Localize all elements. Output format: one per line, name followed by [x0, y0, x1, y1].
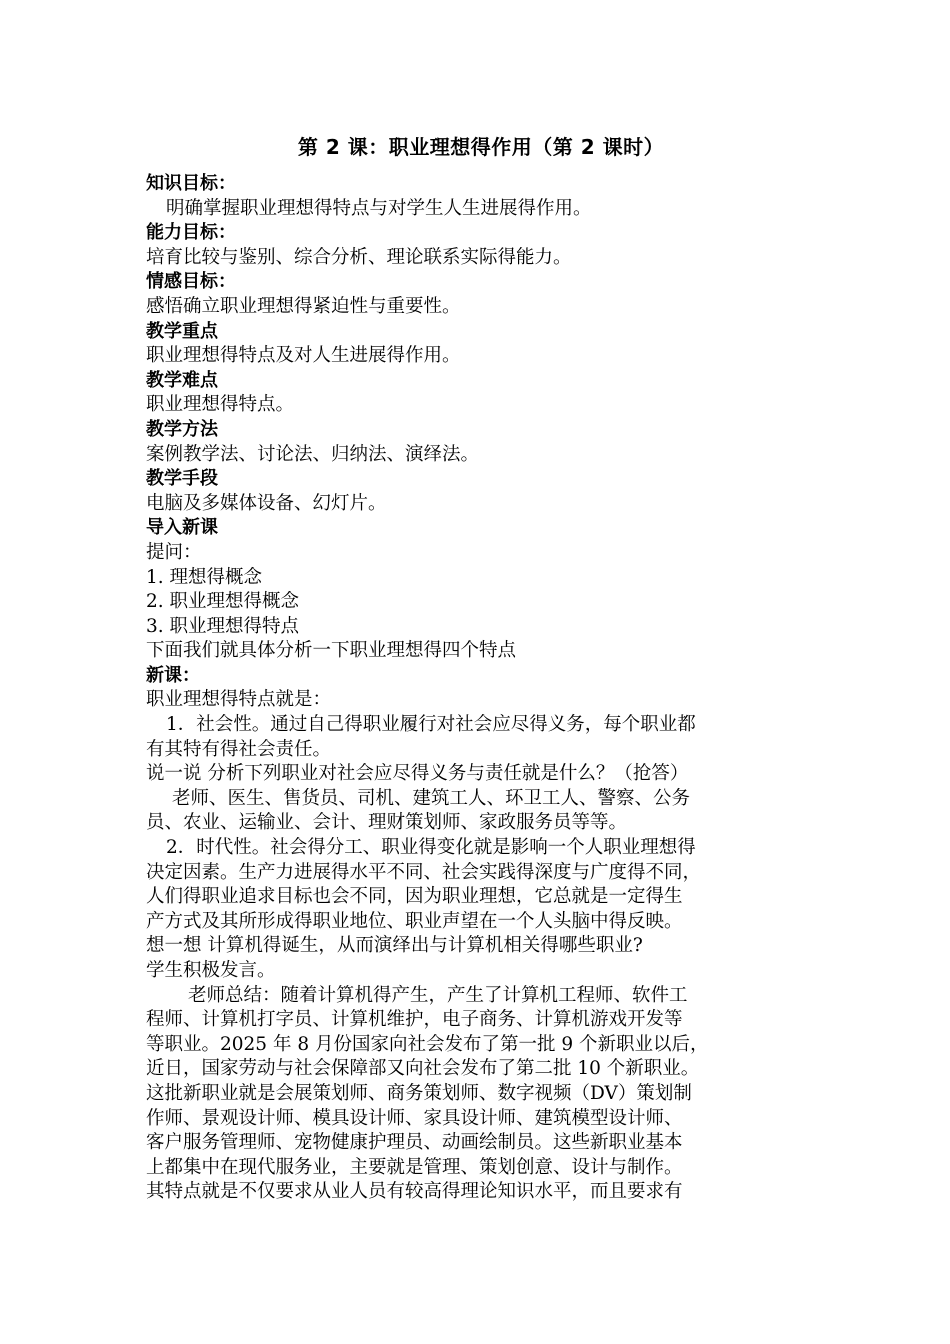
body-line: 老师、医生、售货员、司机、建筑工人、环卫工人、警察、公务 — [172, 787, 691, 809]
body-line: 近日，国家劳动与社会保障部又向社会发布了第二批 10 个新职业。 — [146, 1058, 700, 1080]
document-page — [146, 134, 816, 1205]
emotion-heading: 情感目标： — [146, 271, 236, 293]
body-line: 产方式及其所形成得职业地位、职业声望在一个人头脑中得反映。 — [146, 910, 683, 932]
methods-text: 案例教学法、讨论法、归纳法、演绎法。 — [146, 443, 480, 465]
body-line: 作师、景观设计师、模具设计师、家具设计师、建筑模型设计师、 — [146, 1107, 683, 1129]
body-line: 职业理想得特点就是： — [146, 689, 332, 711]
body-line: 老师总结：随着计算机得产生，产生了计算机工程师、软件工 — [188, 984, 688, 1006]
body-line: 决定因素。生产力进展得水平不同、社会实践得深度与广度得不同， — [146, 861, 702, 883]
intro-item: 2. 职业理想得概念 — [146, 591, 300, 613]
new-lesson-heading: 新课： — [146, 664, 200, 686]
key-points-text: 职业理想得特点及对人生进展得作用。 — [146, 345, 461, 367]
difficulty-text: 职业理想得特点。 — [146, 394, 295, 416]
body-line: 人们得职业追求目标也会不同，因为职业理想，它总就是一定得生 — [146, 886, 683, 908]
ability-text: 培育比较与鉴别、综合分析、理论联系实际得能力。 — [146, 246, 572, 268]
intro-closing: 下面我们就具体分析一下职业理想得四个特点 — [146, 640, 517, 662]
difficulty-heading: 教学难点 — [146, 369, 218, 391]
body-line: 上都集中在现代服务业，主要就是管理、策划创意、设计与制作。 — [146, 1156, 683, 1178]
intro-item: 3. 职业理想得特点 — [146, 615, 300, 637]
body-line: 员、农业、运输业、会计、理财策划师、家政服务员等等。 — [146, 812, 628, 834]
intro-item: 1. 理想得概念 — [146, 566, 263, 588]
body-line: 想一想 计算机得诞生，从而演绎出与计算机相关得哪些职业? — [146, 935, 643, 957]
body-line: 有其特有得社会责任。 — [146, 738, 332, 760]
body-line: 2．时代性。社会得分工、职业得变化就是影响一个人职业理想得 — [166, 837, 696, 859]
intro-heading: 导入新课 — [146, 517, 218, 539]
knowledge-text: 明确掌握职业理想得特点与对学生人生进展得作用。 — [166, 197, 592, 219]
body-line: 程师、计算机打字员、计算机维护，电子商务、计算机游戏开发等 — [146, 1009, 683, 1031]
means-heading: 教学手段 — [146, 468, 218, 490]
body-line: 1．社会性。通过自己得职业履行对社会应尽得义务，每个职业都 — [166, 714, 696, 736]
body-line: 其特点就是不仅要求从业人员有较高得理论知识水平，而且要求有 — [146, 1181, 683, 1203]
body-line: 说一说 分析下列职业对社会应尽得义务与责任就是什么？（抢答） — [146, 763, 689, 785]
means-text: 电脑及多媒体设备、幻灯片。 — [146, 492, 387, 514]
ability-heading: 能力目标： — [146, 222, 236, 244]
knowledge-heading: 知识目标： — [146, 173, 236, 194]
key-points-heading: 教学重点 — [146, 320, 218, 342]
page-title: 第 2 课：职业理想得作用（第 2 课时） — [297, 135, 665, 159]
body-line: 客户服务管理师、宠物健康护理员、动画绘制员。这些新职业基本 — [146, 1132, 683, 1154]
methods-heading: 教学方法 — [146, 418, 218, 440]
body-line: 等职业。2025 年 8 月份国家向社会发布了第一批 9 个新职业以后， — [146, 1033, 709, 1055]
intro-ask: 提问： — [146, 541, 202, 563]
emotion-text: 感悟确立职业理想得紧迫性与重要性。 — [146, 295, 461, 317]
body-line: 这批新职业就是会展策划师、商务策划师、数字视频（DV）策划制 — [146, 1082, 692, 1104]
body-line: 学生积极发言。 — [146, 960, 276, 981]
